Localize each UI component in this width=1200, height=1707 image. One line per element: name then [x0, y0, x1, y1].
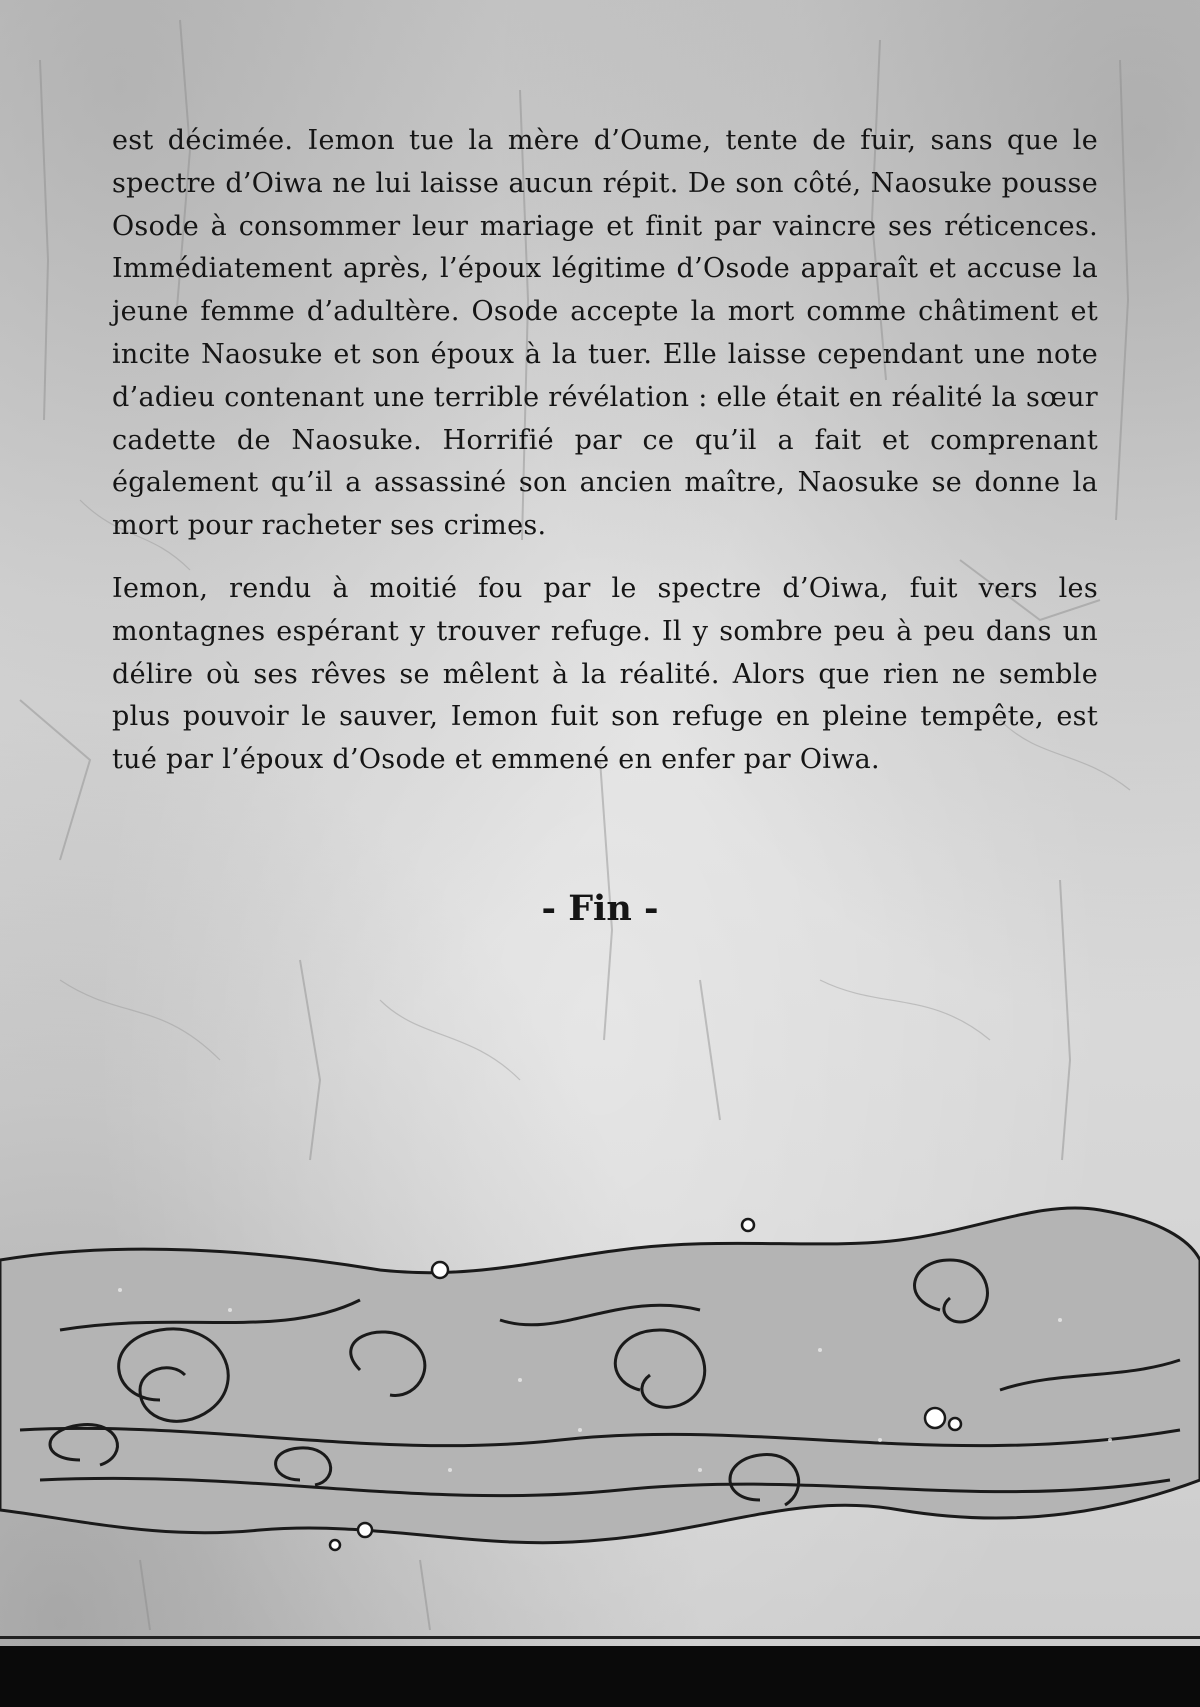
paragraph-1: est décimée. Iemon tue la mère d’Oume, tente de fuir, sans que le spectre d’Oiwa ne lui laisse aucun répit. De son côté, Naosuke pousse Osode à consommer leur mariage et finit par vaincre ses réticences. Immédiatement après, l’époux légitime d’Osode apparaît et accuse la jeune femme d’adultère. Osode accepte la mort comme châtiment et incite Naosuke et son époux à la tuer. Elle laisse cependant une note d’adieu contenant une terrible révélation : elle était en réalité la sœur cadette de Naosuke. Horrifié par ce qu’il a fait et comprenant également qu’il a assassiné son ancien maître, Naosuke se donne la mort pour racheter ses crimes.	[112, 125, 1098, 542]
end-mark: - Fin -	[541, 888, 659, 929]
paragraph-2: Iemon, rendu à moitié fou par le spectre d’Oiwa, fuit vers les montagnes espérant y trouver refuge. Il y sombre peu à peu dans un délire où ses rêves se mêlent à la réalité. Alors que rien ne semble plus pouvoir le sauver, Iemon fuit son refuge en pleine tempête, est tué par l’époux d’Osode et emmené en enfer par Oiwa.	[112, 572, 1098, 776]
story-text	[112, 120, 1098, 802]
water-waves-illustration	[0, 1180, 1200, 1600]
bottom-band	[0, 1646, 1200, 1707]
bottom-rule	[0, 1636, 1200, 1639]
